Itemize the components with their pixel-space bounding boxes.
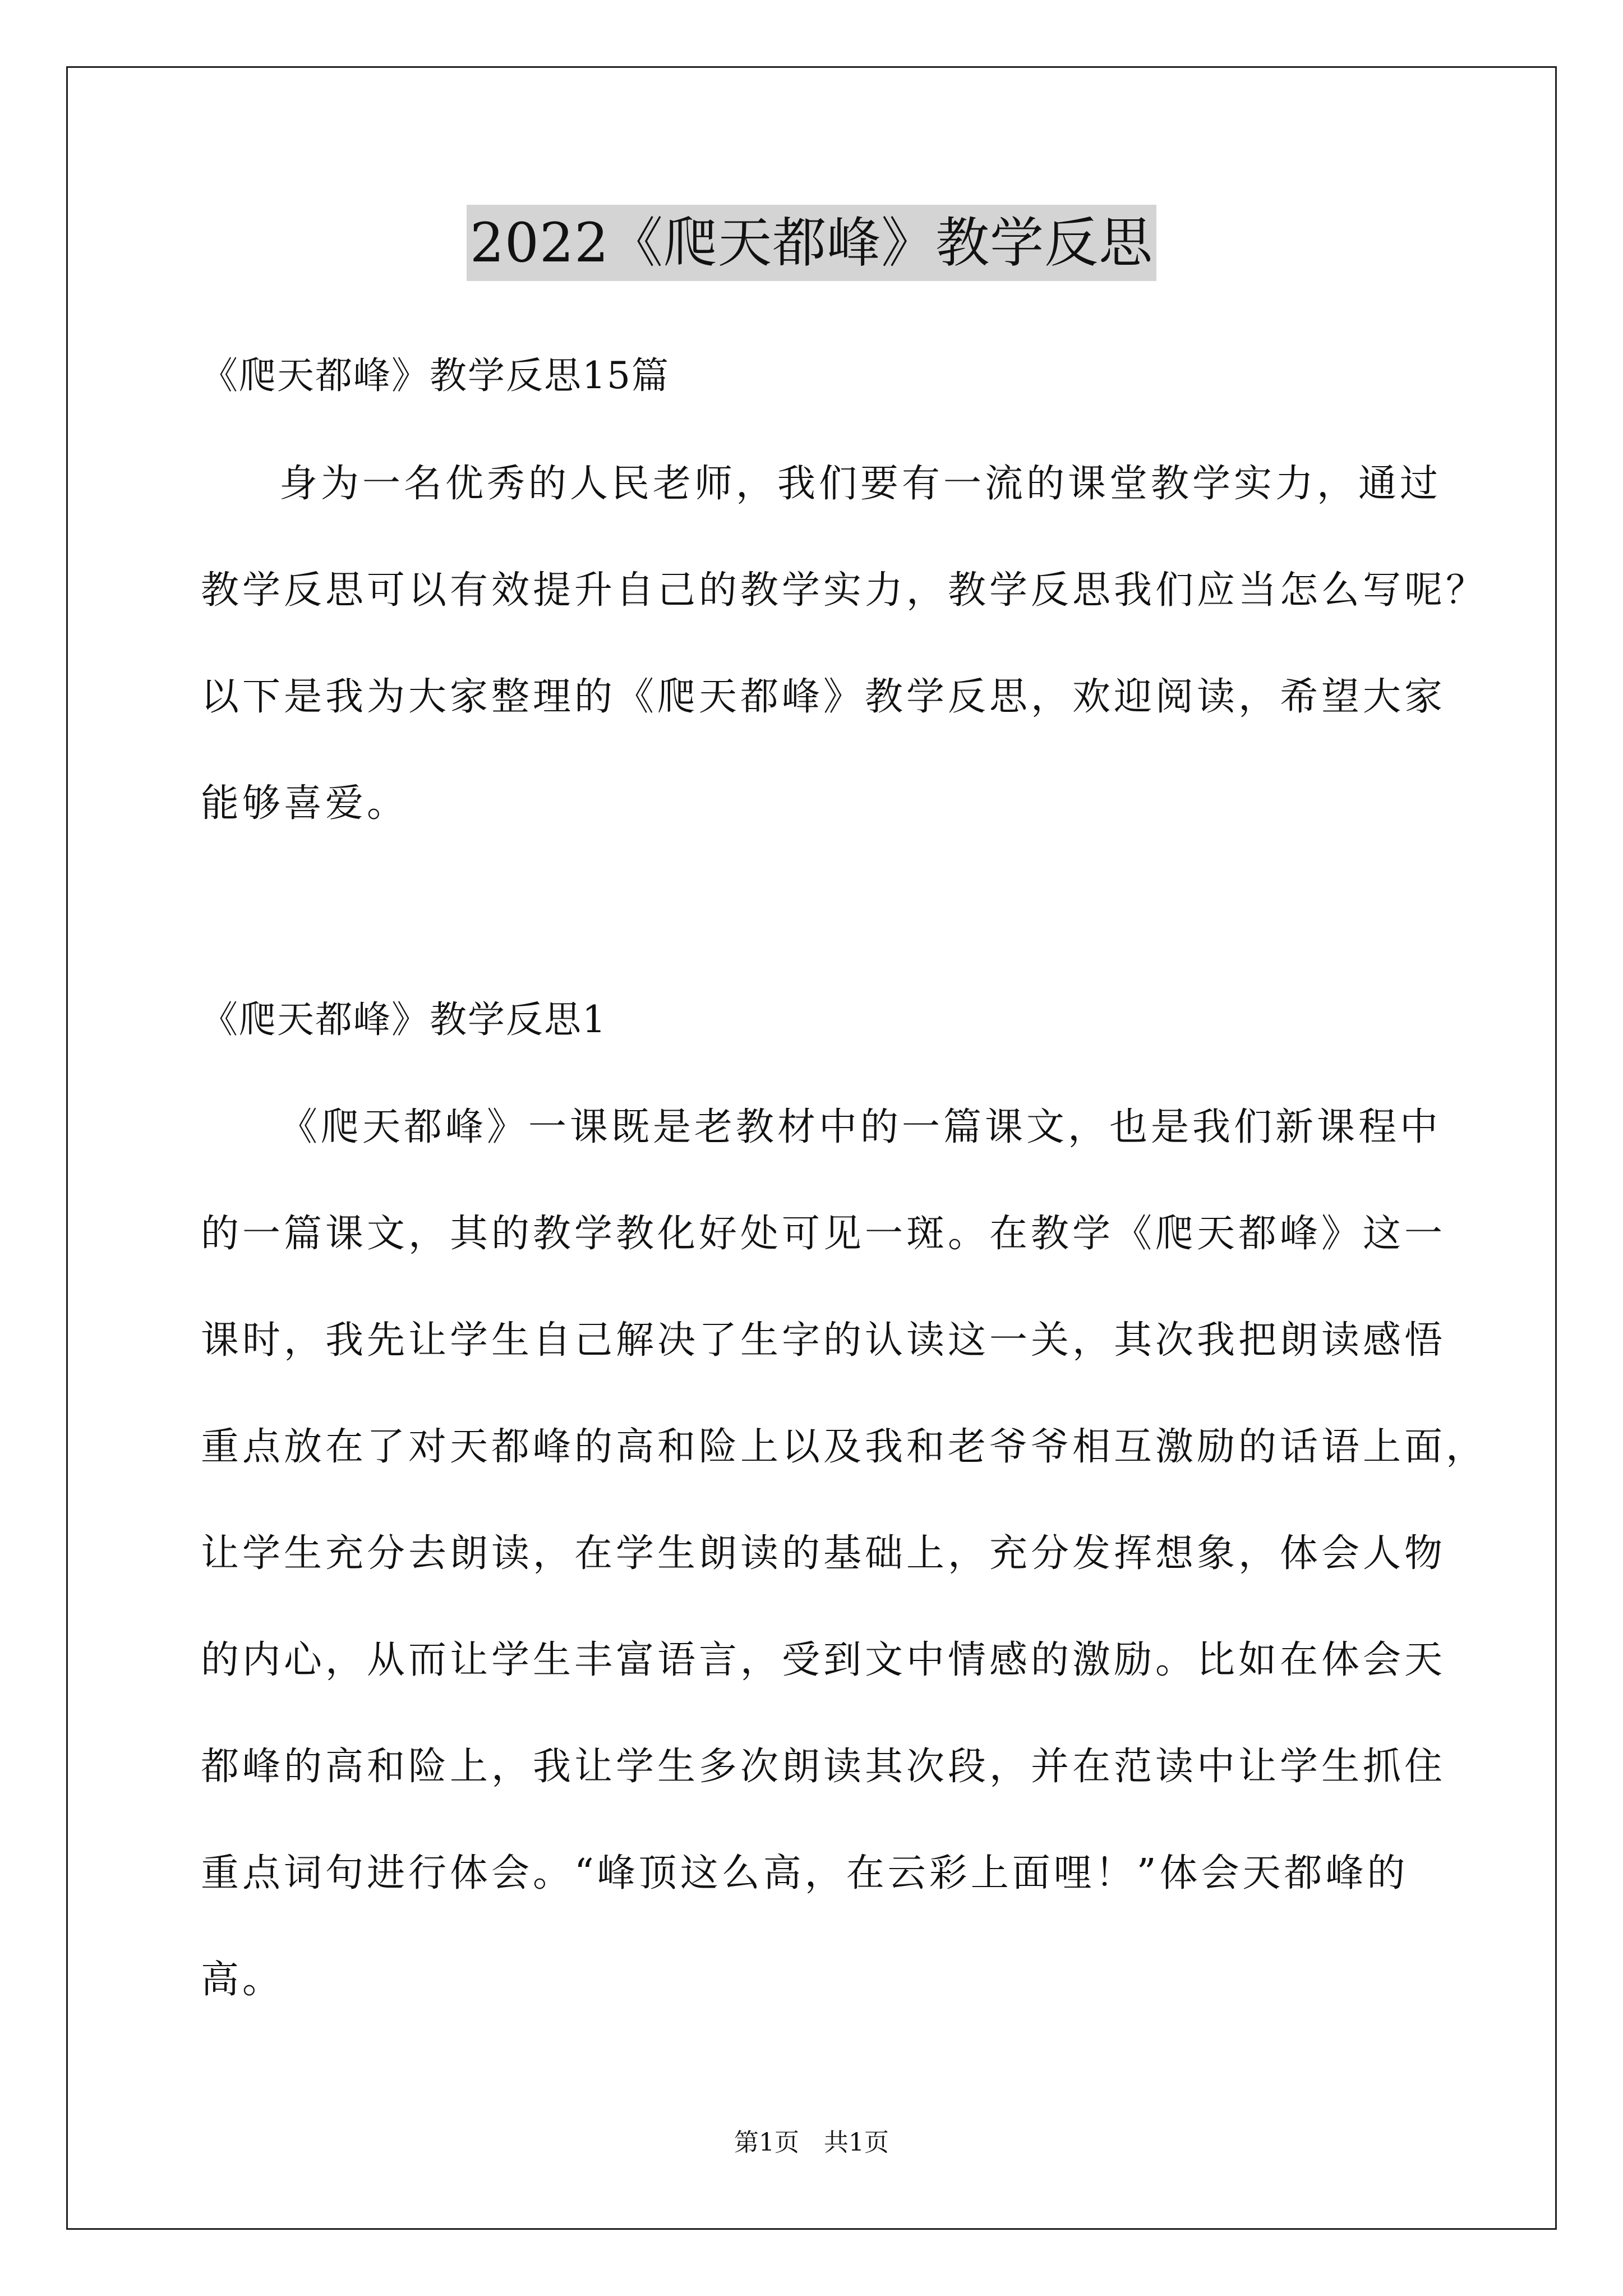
section-line-4: 重点放在了对天都峰的高和险上以及我和老爷爷相互激励的话语上面， bbox=[201, 1425, 1488, 1469]
section-line-8: 重点词句进行体会。“峰顶这么高，在云彩上面哩！”体会天都峰的 bbox=[201, 1851, 1409, 1895]
document-title: 2022《爬天都峰》教学反思 bbox=[467, 205, 1156, 281]
section-line-3: 课时，我先让学生自己解决了生字的认读这一关，其次我把朗读感悟 bbox=[201, 1318, 1446, 1363]
section-line-6: 的内心，从而让学生丰富语言，受到文中情感的激励。比如在体会天 bbox=[201, 1638, 1446, 1682]
title-container bbox=[0, 205, 1623, 281]
section-line-5: 让学生充分去朗读，在学生朗读的基础上，充分发挥想象，体会人物 bbox=[201, 1531, 1446, 1576]
section-line-9: 高。 bbox=[201, 1958, 284, 2002]
section-line-1: 《爬天都峰》一课既是老教材中的一篇课文，也是我们新课程中 bbox=[279, 1105, 1442, 1149]
intro-line-2: 教学反思可以有效提升自己的教学实力，教学反思我们应当怎么写呢？ bbox=[201, 568, 1488, 613]
page-footer: 第1页 共1页 bbox=[734, 2128, 889, 2157]
intro-line-1: 身为一名优秀的人民老师，我们要有一流的课堂教学实力，通过 bbox=[279, 462, 1442, 506]
section-line-7: 都峰的高和险上，我让学生多次朗读其次段，并在范读中让学生抓住 bbox=[201, 1745, 1446, 1789]
intro-line-4: 能够喜爱。 bbox=[201, 781, 409, 826]
document-subtitle: 《爬天都峰》教学反思15篇 bbox=[201, 354, 670, 397]
section-line-2: 的一篇课文，其的教学教化好处可见一斑。在教学《爬天都峰》这一 bbox=[201, 1212, 1446, 1256]
intro-line-3: 以下是我为大家整理的《爬天都峰》教学反思，欢迎阅读，希望大家 bbox=[201, 675, 1446, 719]
section-heading: 《爬天都峰》教学反思1 bbox=[201, 998, 607, 1041]
